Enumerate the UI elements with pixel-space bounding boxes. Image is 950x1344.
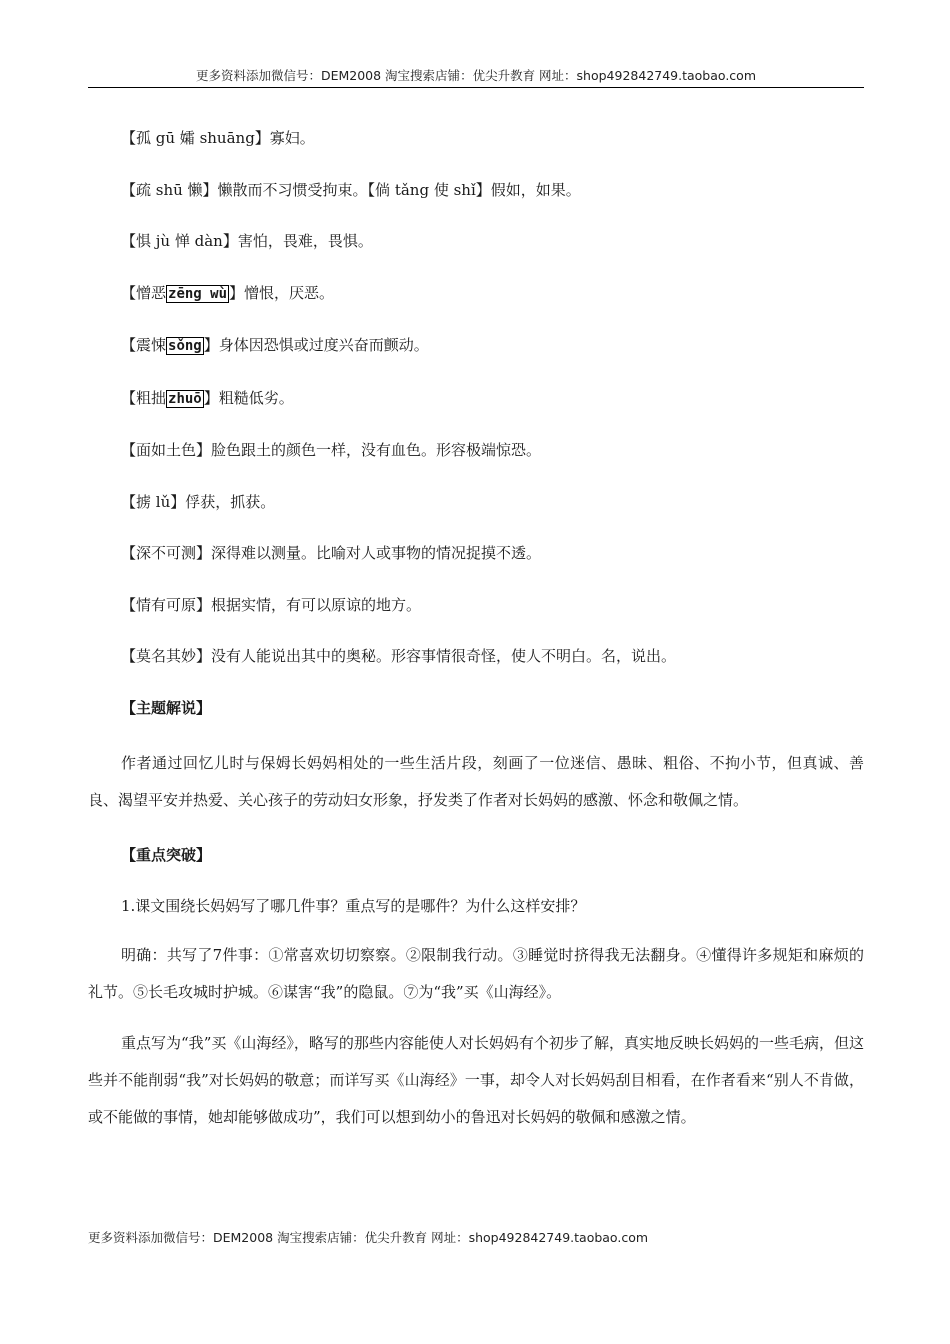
header-divider <box>88 87 864 88</box>
vocab-entry: 【掳 lǔ】俘获，抓获。 <box>121 492 276 511</box>
vocab-entry <box>88 331 864 360</box>
vocab-term: 【震悚 <box>121 336 167 354</box>
focus-explanation: 重点写为“我”买《山海经》，略写的那些内容能使人对长妈妈有个初步了解，真实地反映长妈妈的一些毛病，但这些并不能削弱“我”对长妈妈的敬意；而详写买《山海经》一事，却令人对长妈妈刮目相看，在作者看来“别人不肯做，或不能做的事情，她却能够做成功”，我们可以想到幼小的鲁迅对长妈妈的敬佩和感激之情。 <box>88 1033 864 1126</box>
page-footer: 更多资料添加微信号：DEM2008 淘宝搜索店铺：优尖升教育 网址：shop492842749.taobao.com <box>88 1230 649 1245</box>
theme-heading: 【主题解说】 <box>121 698 212 717</box>
vocab-definition: 】粗糙低劣。 <box>203 388 294 407</box>
vocab-definition: 】身体因恐惧或过度兴奋而颤动。 <box>203 336 429 354</box>
focus-question: 1.课文围绕长妈妈写了哪几件事？重点写的是哪件？为什么这样安排？ <box>121 896 586 915</box>
pinyin-box: zēng wù <box>168 285 228 302</box>
vocab-entry: 【疏 shū 懒】懒散而不习惯受拘束。【倘 tǎng 使 shǐ】假如，如果。 <box>121 180 581 199</box>
vocab-entry <box>88 384 864 413</box>
pinyin-box: zhuō <box>168 390 202 407</box>
pinyin-box: sǒng <box>168 338 202 354</box>
vocab-term: 【憎恶 <box>121 283 167 302</box>
vocab-term: 【粗拙 <box>121 388 167 407</box>
page-header: 更多资料添加微信号：DEM2008 淘宝搜索店铺：优尖升教育 网址：shop492842749.taobao.com <box>195 68 757 83</box>
vocab-entry: 【惧 jù 惮 dàn】害怕，畏难，畏惧。 <box>121 232 373 250</box>
focus-answer: 明确：共写了7件事：①常喜欢切切察察。②限制我行动。③睡觉时挤得我无法翻身。④懂得许多规矩和麻烦的礼节。⑤长毛攻城时护城。⑥谋害“我”的隐鼠。⑦为“我”买《山海经》。 <box>88 945 864 1001</box>
vocab-entry: 【莫名其妙】没有人能说出其中的奥秘。形容事情很奇怪，使人不明白。名，说出。 <box>121 647 677 665</box>
vocab-entry <box>88 279 864 308</box>
focus-heading: 【重点突破】 <box>121 845 212 864</box>
vocab-entry: 【情有可原】根据实情，有可以原谅的地方。 <box>121 595 422 614</box>
document-body <box>88 124 864 1158</box>
vocab-entry: 【深不可测】深得难以测量。比喻对人或事物的情况捉摸不透。 <box>121 544 542 562</box>
theme-paragraph: 作者通过回忆儿时与保姆长妈妈相处的一些生活片段，刻画了一位迷信、愚昧、粗俗、不拘小节，但真诚、善良、渴望平安并热爱、关心孩子的劳动妇女形象，抒发类了作者对长妈妈的感激、怀念和敬佩之情。 <box>88 753 864 809</box>
vocab-definition: 】憎恨，厌恶。 <box>229 283 335 302</box>
vocab-entry: 【面如土色】脸色跟土的颜色一样，没有血色。形容极端惊恐。 <box>121 441 542 459</box>
vocab-entry: 【孤 gū 孀 shuāng】寡妇。 <box>121 129 315 147</box>
